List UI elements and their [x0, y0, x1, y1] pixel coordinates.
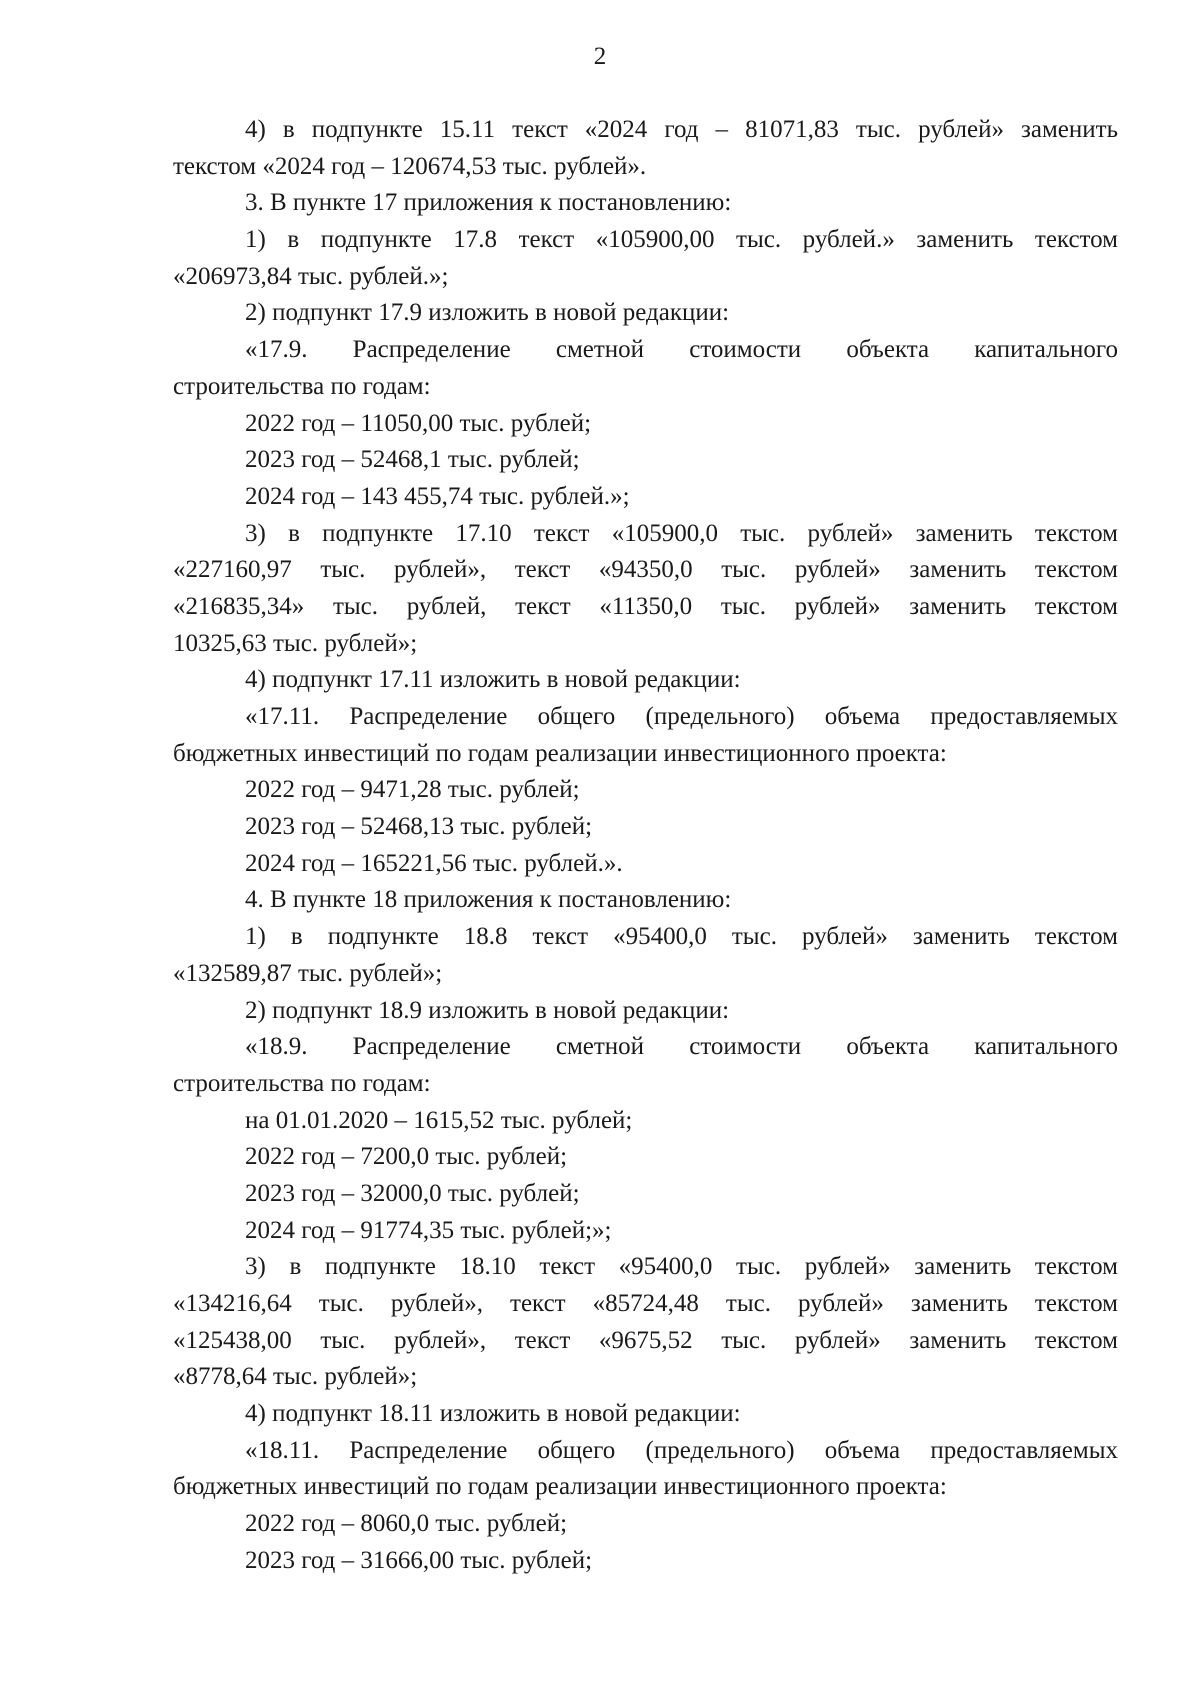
text-line: «206973,84 тыс. рублей.»;: [173, 262, 449, 290]
text-line: 2024 год – 165221,56 тыс. рублей.».: [245, 849, 623, 877]
text-line: «132589,87 тыс. рублей»;: [173, 959, 443, 987]
text-line: «125438,00 тыс. рублей», текст «9675,52 тыс. рублей» заменить текстом: [173, 1326, 1118, 1354]
text-line: 1) в подпункте 17.8 текст «105900,00 тыс. рублей.» заменить текстом: [245, 226, 1118, 254]
text-line: строительства по годам:: [173, 1069, 431, 1097]
text-line: 4) подпункт 18.11 изложить в новой редакции:: [245, 1400, 741, 1428]
text-line: 10325,63 тыс. рублей»;: [173, 629, 418, 657]
text-line: «216835,34» тыс. рублей, текст «11350,0 тыс. рублей» заменить текстом: [173, 592, 1118, 620]
text-line: 4) в подпункте 15.11 текст «2024 год – 81071,83 тыс. рублей» заменить: [245, 116, 1118, 143]
text-line: «17.9. Распределение сметной стоимости объекта капитального: [245, 336, 1118, 364]
text-line: бюджетных инвестиций по годам реализации инвестиционного проекта:: [173, 1473, 947, 1501]
text-line: 2) подпункт 18.9 изложить в новой редакции:: [245, 996, 730, 1024]
text-line: «134216,64 тыс. рублей», текст «85724,48 тыс. рублей» заменить текстом: [173, 1290, 1118, 1317]
text-line: 2023 год – 52468,1 тыс. рублей;: [245, 446, 580, 474]
text-line: 3) в подпункте 17.10 текст «105900,0 тыс. рублей» заменить текстом: [245, 519, 1118, 547]
text-line: «17.11. Распределение общего (предельного) объема предоставляемых: [245, 703, 1118, 730]
page-number: 2: [593, 43, 607, 70]
text-line: 2022 год – 8060,0 тыс. рублей;: [245, 1510, 568, 1538]
text-line: 2022 год – 11050,00 тыс. рублей;: [245, 409, 592, 437]
text-line: 4. В пункте 18 приложения к постановлению:: [245, 886, 732, 914]
text-line: 2023 год – 32000,0 тыс. рублей;: [245, 1179, 580, 1207]
text-line: 4) подпункт 17.11 изложить в новой редакции:: [245, 666, 741, 694]
text-line: 2) подпункт 17.9 изложить в новой редакции:: [245, 299, 730, 327]
text-line: текстом «2024 год – 120674,53 тыс. рублей».: [173, 152, 647, 180]
text-line: 2024 год – 91774,35 тыс. рублей;»;: [245, 1216, 612, 1244]
text-line: «8778,64 тыс. рублей»;: [173, 1363, 418, 1391]
text-line: 2022 год – 9471,28 тыс. рублей;: [245, 776, 580, 804]
text-line: 2024 год – 143 455,74 тыс. рублей.»;: [245, 482, 630, 510]
text-line: 3) в подпункте 18.10 текст «95400,0 тыс. рублей» заменить текстом: [245, 1253, 1118, 1281]
text-line: «227160,97 тыс. рублей», текст «94350,0 тыс. рублей» заменить текстом: [173, 556, 1118, 584]
text-line: «18.9. Распределение сметной стоимости объекта капитального: [245, 1033, 1118, 1061]
text-line: 2023 год – 31666,00 тыс. рублей;: [245, 1546, 593, 1574]
text-line: 1) в подпункте 18.8 текст «95400,0 тыс. рублей» заменить текстом: [245, 923, 1118, 951]
text-line: строительства по годам:: [173, 372, 431, 400]
text-line: на 01.01.2020 – 1615,52 тыс. рублей;: [245, 1106, 633, 1134]
text-line: 3. В пункте 17 приложения к постановлению:: [245, 189, 732, 217]
document-body: [173, 112, 1118, 1580]
text-line: «18.11. Распределение общего (предельного) объема предоставляемых: [245, 1436, 1118, 1464]
text-line: бюджетных инвестиций по годам реализации инвестиционного проекта:: [173, 739, 947, 767]
text-line: 2023 год – 52468,13 тыс. рублей;: [245, 813, 593, 841]
text-line: 2022 год – 7200,0 тыс. рублей;: [245, 1143, 568, 1171]
